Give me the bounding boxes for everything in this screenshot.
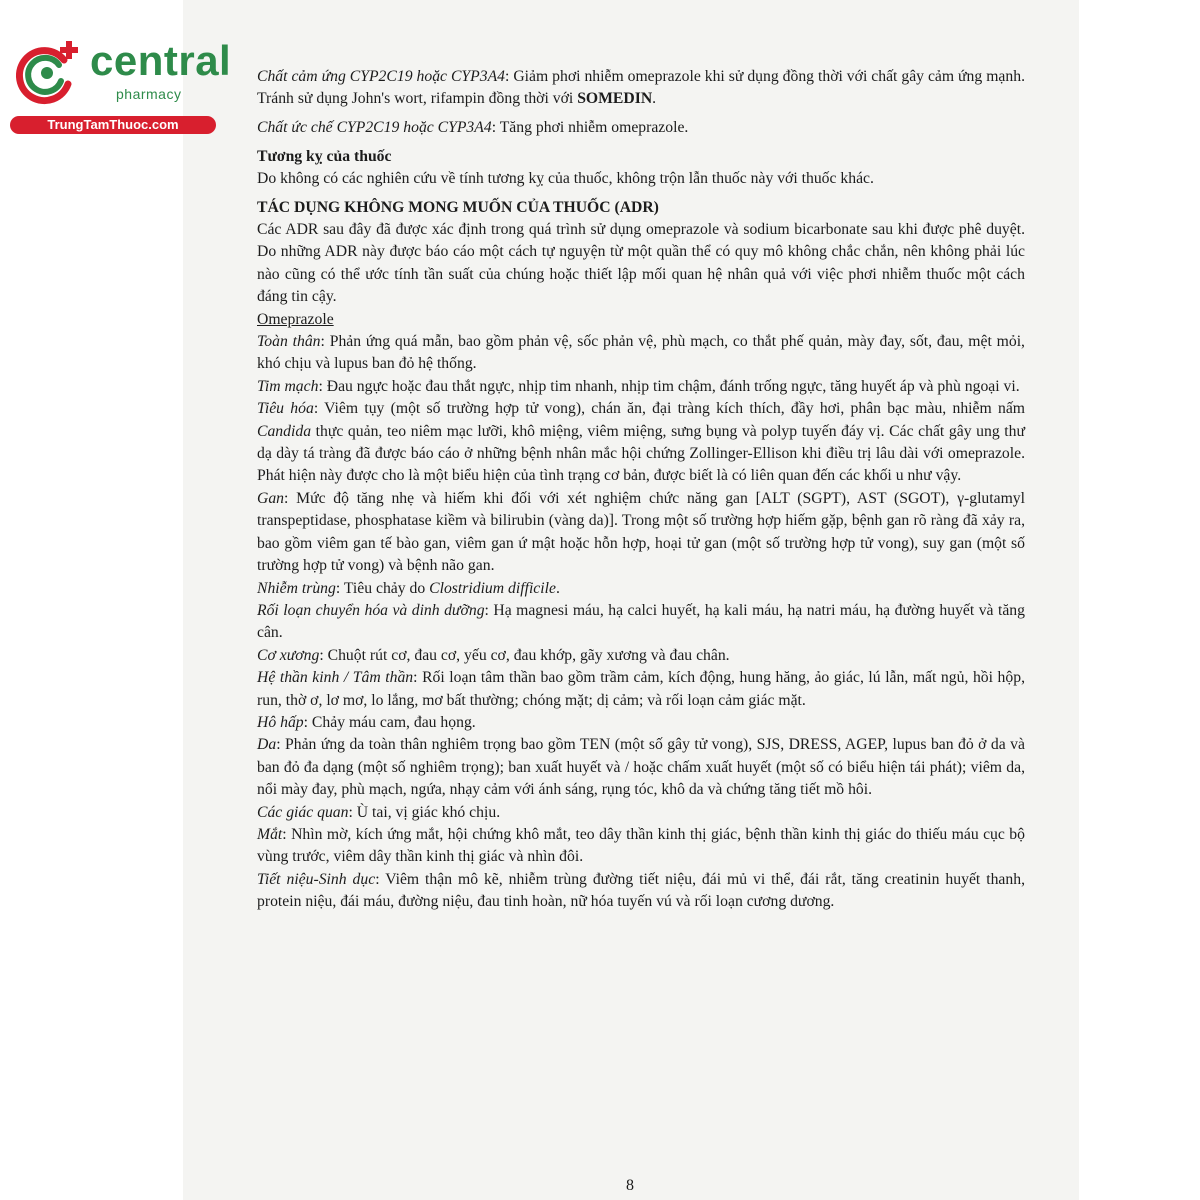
central-pharmacy-logo [6,36,232,136]
category-label: Chất ức chế CYP2C19 hoặc CYP3A4 [257,119,492,136]
section-text: : Phản ứng da toàn thân nghiêm trọng bao gồm TEN (một số gây tử vong), SJS, DRESS, AGEP, lupus ban đỏ ở da và ban đỏ đa dạng (một số nghiêm trọng); ban xuất huyết và / hoặc chấm xuất huyết (một số có biểu hiện tái phát); viêm da, nổi mày đay, phù mạch, ngứa, nhạy cảm với ánh sáng, rụng tóc, khô da và chứng tăng tiết mồ hôi. [257,736,1025,799]
section-label: Nhiễm trùng [257,579,336,597]
section-text-cont: thực quản, teo niêm mạc lưỡi, khô miệng, viêm miệng, sưng bụng và polyp tuyến đáy vị. Các chất gây ung thư dạ dày tá tràng đã được báo cáo ở những bệnh nhân mắc hội chứng Zollinger-Ellison khi điều trị lâu dài với omeprazole. Phát hiện này được cho là một biểu hiện của tình trạng cơ bản, được biết là có liên quan đến các khối u như vậy. [257,422,1025,485]
brand-subtitle: pharmacy [116,86,182,102]
adr-section-cardiovascular [257,376,1025,398]
heading-incompatibility: Tương kỵ của thuốc [257,147,392,165]
adr-section-infection [257,578,1025,600]
paragraph-incompatibility: Do không có các nghiên cứu về tính tương kỵ của thuốc, không trộn lẫn thuốc này với thuốc khác. [257,170,874,187]
paragraph-text: : Tăng phơi nhiễm omeprazole. [491,119,689,136]
page-number: 8 [626,1177,634,1194]
section-text: : Rối loạn tâm thần bao gồm trầm cảm, kích động, hung hăng, ảo giác, lú lẫn, mất ngủ, hồi hộp, run, thờ ơ, lơ mơ, lo lắng, mơ bất thường; chóng mặt; dị cảm; và rối loạn cảm giác mặt. [257,669,1026,709]
document-body [257,66,1025,914]
category-label: Chất cảm ứng CYP2C19 hoặc CYP3A4 [257,68,505,85]
section-text: : Ù tai, vị giác khó chịu. [348,803,501,821]
brand-name: central [90,37,232,84]
adr-section-senses [257,802,1025,824]
adr-section-nervous [257,667,1025,712]
adr-section-skin [257,734,1025,801]
section-text: : Tiêu chảy do [335,579,430,597]
adr-section-eyes [257,824,1025,869]
adr-section-whole-body [257,331,1025,376]
paragraph-cyp-inducer [257,66,1025,111]
section-label: Hô hấp [257,713,304,731]
section-text: : Chuột rút cơ, đau cơ, yếu cơ, đau khớp, gãy xương và đau chân. [319,646,730,664]
section-text: : Viêm thận mô kẽ, nhiễm trùng đường tiết niệu, đái mủ vi thể, đái rắt, tăng creatinin huyết thanh, protein niệu, đái máu, đường niệu, đau tinh hoàn, nữ hóa tuyến vú và rối loạn cương dương. [257,870,1025,911]
section-label: Tim mạch [257,377,319,395]
adr-section-liver [257,488,1025,578]
section-label: Toàn thân [257,333,321,351]
section-label: Các giác quan [257,803,349,821]
section-label: Rối loạn chuyển hóa và dinh dưỡng [257,601,485,619]
paragraph-cyp-inhibitor [257,117,1025,139]
paragraph-text-end: . [652,90,657,108]
section-emphasis: Clostridium difficile [429,579,556,597]
section-label: Tiết niệu-Sinh dục [257,870,376,888]
drug-name: SOMEDIN [577,90,653,108]
adr-section-urogenital [257,869,1025,914]
adr-section-digestive [257,398,1025,488]
section-text: : Đau ngực hoặc đau thắt ngực, nhịp tim nhanh, nhịp tim chậm, đánh trống ngực, tăng huyết áp và phù ngoại vi. [318,377,1020,395]
section-text: : Chảy máu cam, đau họng. [303,713,476,731]
section-label: Hệ thần kinh / Tâm thần [257,669,414,687]
section-label: Tiêu hóa [257,400,314,418]
section-text: : Mức độ tăng nhẹ và hiếm khi đối với xét nghiệm chức năng gan [ALT (SGPT), AST (SGOT), γ-glutamyl transpeptidase, phosphatase kiềm và bilirubin (vàng da)]. Trong một số trường hợp hiếm gặp, bệnh gan rõ ràng đã xảy ra, bao gồm viêm gan tế bào gan, viêm gan ứ mật hoặc hỗn hợp, hoại tử gan (một số trường hợp tử vong), suy gan (một số trường hợp tử vong) và bệnh não gan. [257,489,1025,575]
section-text: : Hạ magnesi máu, hạ calci huyết, hạ kali máu, hạ natri máu, hạ đường huyết và tăng cân. [257,601,1025,642]
section-text: : Viêm tụy (một số trường hợp tử vong), chán ăn, đại tràng kích thích, đầy hơi, phân bạc màu, nhiễm nấm [313,400,1025,418]
adr-section-musculoskeletal [257,645,1025,667]
brand-url: TrungTamThuoc.com [10,116,216,134]
section-text-cont: . [555,579,560,597]
paragraph-adr: Các ADR sau đây đã được xác định trong quá trình sử dụng omeprazole và sodium bicarbonate sau khi được phê duyệt. Do những ADR này được báo cáo một cách tự nguyện từ một quần thể có quy mô không chắc chắn, nên không phải lúc nào cũng có thể ước tính tần suất của chúng hoặc thiết lập mối quan hệ nhân quả với việc phơi nhiễm thuốc một cách đáng tin cậy. [257,221,1025,306]
adr-section-respiratory [257,712,1025,734]
pharmacy-cross-logo-icon [12,38,82,108]
heading-adr: TÁC DỤNG KHÔNG MONG MUỐN CỦA THUỐC (ADR) [257,198,659,216]
section-label: Gan [257,489,285,507]
paragraph-text: : Giảm phơi nhiễm omeprazole khi sử dụng đồng thời với chất gây cảm ứng mạnh. Tránh sử dụng John's wort, rifampin đồng thời với [257,68,1025,108]
section-label: Cơ xương [257,646,320,664]
section-text: : Nhìn mờ, kích ứng mắt, hội chứng khô mắt, teo dây thần kinh thị giác, bệnh thần kinh thị giác do thiếu máu cục bộ vùng trước, viêm dây thần kinh thị giác và nhìn đôi. [257,825,1025,866]
subheading-omeprazole: Omeprazole [257,310,334,328]
adr-section-metabolism [257,600,1025,645]
section-emphasis: Candida [257,422,312,440]
section-label: Da [257,736,277,754]
section-label: Mắt [257,825,283,843]
section-text: : Phản ứng quá mẫn, bao gồm phản vệ, sốc phản vệ, phù mạch, co thắt phế quản, mày đay, sốt, đau, mệt mỏi, khó chịu và lupus ban đỏ hệ thống. [257,333,1025,373]
